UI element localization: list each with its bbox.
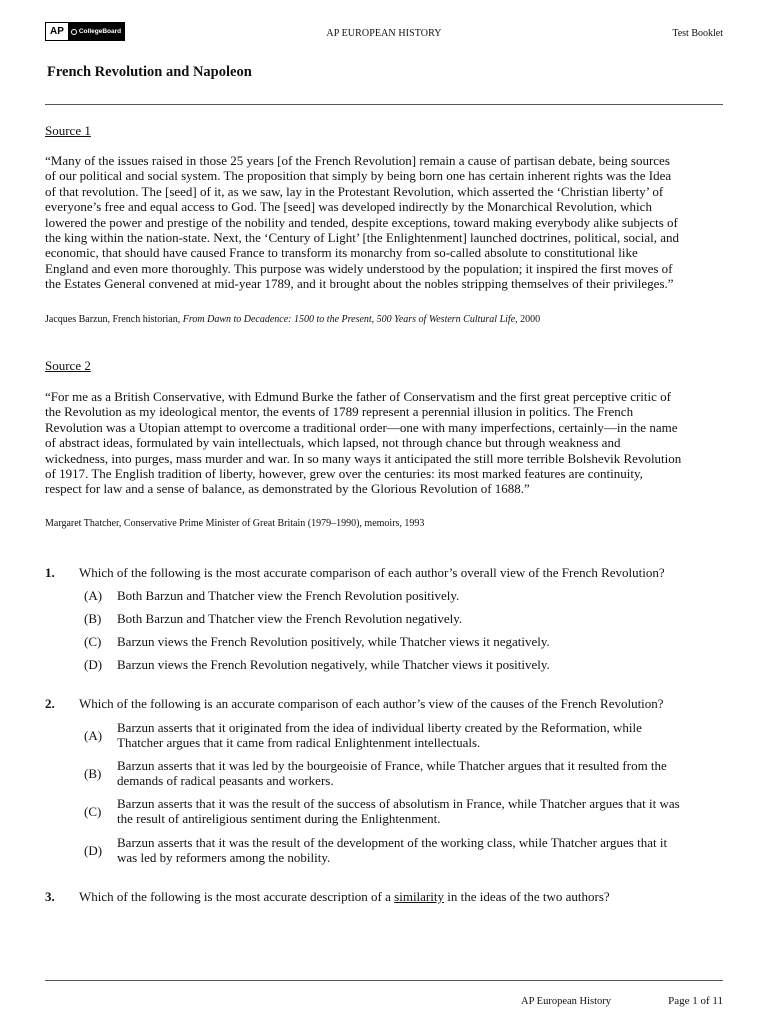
source-1-passage [45,153,723,292]
citation-author: Jacques Barzun, French historian, [45,314,183,325]
option-text: Barzun views the French Revolution negatively, while Thatcher views it positively. [117,657,550,672]
option-letter: (D) [84,657,103,672]
question-2-option-a[interactable] [84,720,724,752]
header-booklet-label: Test Booklet [672,28,723,39]
question-2-option-b[interactable] [84,758,724,790]
option-text [117,720,717,750]
passage-line: of abstract ideas, formulated by vain intellectuals, which lapsed, not through chance but through weakness and [45,435,621,451]
stem-text: Which of the following is the most accurate description of a [79,889,395,904]
stem-text: in the ideas of the two authors? [444,889,610,904]
footer-divider [45,980,723,981]
option-letter: (B) [84,611,102,626]
option-line: Barzun asserts that it was the result of the development of the working class, while Thatcher argues that it [117,835,668,850]
option-text [117,758,717,788]
option-letter: (C) [84,804,102,819]
source-2-passage [45,389,723,497]
question-number: 3. [45,889,55,904]
source-2-label: Source 2 [45,358,91,373]
question-stem: Which of the following is an accurate comparison of each author’s view of the causes of the French Revolution? [79,696,664,711]
option-letter: (D) [84,843,103,858]
header-subject: AP EUROPEAN HISTORY [326,28,442,39]
option-letter: (C) [84,634,102,649]
option-line: Barzun asserts that it originated from the idea of individual liberty created by the Reformation, while [117,720,642,735]
option-line: Thatcher argues that it came from radical Enlightenment intellectuals. [117,735,481,750]
passage-line: of that revolution. The [seed] of it, as we saw, lay in the Protestant Revolution, which asserted the ‘Christian liberty’ of [45,183,664,199]
passage-line: lowered the power and prestige of the nobility and tended, despite exceptions, toward making everybody alike subjects of [45,214,678,230]
logo-ap-text: AP [46,23,68,40]
option-letter: (A) [84,728,103,743]
question-stem: Which of the following is the most accurate comparison of each author’s overall view of the French Revolution? [79,565,665,580]
passage-line: respect for law and a sense of balance, as demonstrated by the Glorious Revolution of 1688.” [45,481,530,497]
option-line: was led by reformers among the nobility. [117,850,331,865]
logo-collegeboard-text: CollegeBoard [78,28,122,35]
source-1-citation [45,314,723,325]
page-number: Page 1 of 11 [668,995,723,1007]
citation-year: , 2000 [515,314,541,325]
option-text [117,835,717,865]
option-text: Both Barzun and Thatcher view the French Revolution positively. [117,588,460,603]
title-divider [45,104,723,105]
option-letter: (A) [84,588,103,603]
option-line: Barzun asserts that it was the result of the success of absolutism in France, while Thatcher argues that it was [117,796,680,811]
passage-line: wickedness, into purges, mass murder and war. In so many ways it anticipated the still more terrible Bolshevik Revolution [45,450,682,466]
passage-line: everyone’s free and equal access to God. The [seed] was developed indirectly by the Monarchical Revolution, which [45,199,652,215]
page-header [45,22,723,44]
option-text: Barzun views the French Revolution positively, while Thatcher views it negatively. [117,634,550,649]
passage-line: of our political and social system. The proposition that simply by being born one has certain inherent rights was the Idea [45,168,672,184]
question-number: 1. [45,565,55,580]
citation-work-title: From Dawn to Decadence: 1500 to the Present, 500 Years of Western Cultural Life [182,314,516,325]
passage-line: the Estates General convened at mid-year 1789, and it brought about the nobles stripping themselves of their privileges.” [45,276,674,292]
question-stem [79,889,610,905]
option-line: demands of radical peasants and workers. [117,773,334,788]
option-text: Both Barzun and Thatcher view the French Revolution negatively. [117,611,463,626]
option-line: Barzun asserts that it was led by the bourgeoisie of France, while Thatcher argues that it resulted from the [117,758,667,773]
passage-line: the Revolution as my ideological mentor, the events of 1789 represent a perennial illusion in politics. The French [45,404,634,420]
question-2-option-d[interactable] [84,835,724,867]
source-1-label: Source 1 [45,123,91,138]
stem-emphasis: similarity [394,889,444,904]
source-2-citation: Margaret Thatcher, Conservative Prime Minister of Great Britain (1979–1990), memoirs, 1993 [45,518,425,529]
page-title: French Revolution and Napoleon [47,64,252,80]
question-number: 2. [45,696,55,711]
option-letter: (B) [84,766,102,781]
passage-line: of 1917. The English tradition of liberty, however, grew over the centuries: its most marked features are continuity, [45,466,643,482]
passage-line: economic, that should have caused France to transform its monarchy from so-called absolute to constitutional like [45,245,638,261]
passage-line: “For me as a British Conservative, with Edmund Burke the father of Conservatism and the first great perceptive critic of [45,389,671,404]
question-2-option-c[interactable] [84,796,724,828]
passage-line: Revolution was a Utopian attempt to overcome a traditional order—one with many imperfections, certainly—in the name [45,419,678,435]
footer-subject: AP European History [521,996,612,1007]
option-line: the result of antireligious sentiment during the Enlightenment. [117,811,441,826]
passage-line: the king within the nation-state. Next, the ‘Century of Light’ [the Enlightenment] launched doctrines, political, social, and [45,230,680,246]
passage-line: “Many of the issues raised in those 25 years [of the French Revolution] remain a cause of partisan debate, being sources [45,153,670,168]
option-text [117,796,717,826]
passage-line: England and even more thoroughly. This purpose was widely understood by the population; it inspired the first moves of [45,260,673,276]
